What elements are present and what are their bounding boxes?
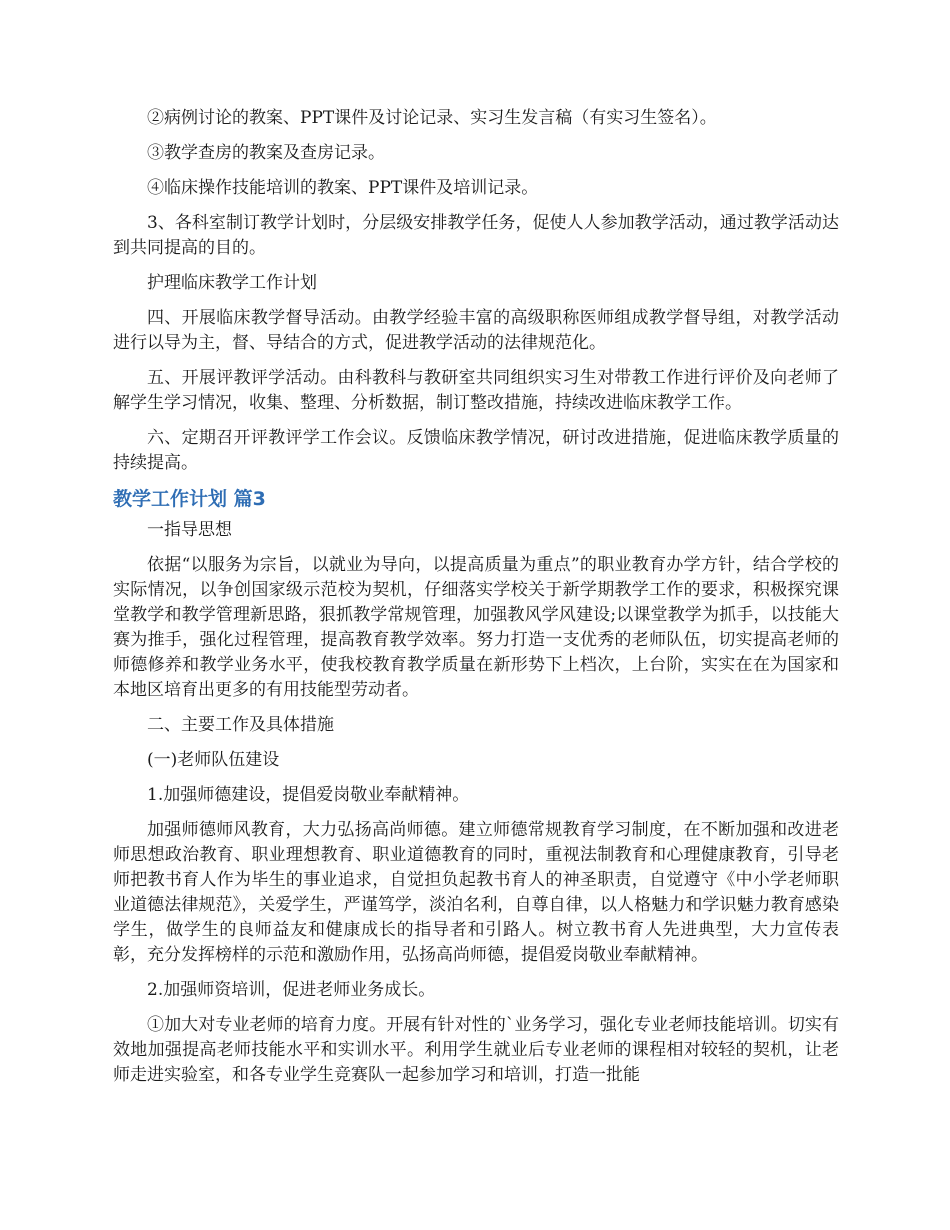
paragraph: 六、定期召开评教评学工作会议。反馈临床教学情况，研讨改进措施，促进临床教学质量的持续提高。 <box>113 428 839 473</box>
paragraph: ②病例讨论的教案、PPT课件及讨论记录、实习生发言稿（有实习生签名）。 <box>147 108 717 128</box>
paragraph: (一)老师队伍建设 <box>147 750 280 770</box>
paragraph: 1.加强师德建设，提倡爱岗敬业奉献精神。 <box>147 785 470 805</box>
paragraph: 加强师德师风教育，大力弘扬高尚师德。建立师德常规教育学习制度，在不断加强和改进老师思想政治教育、职业理想教育、职业道德教育的同时，重视法制教育和心理健康教育，引导老师把教书育人作为毕生的事业追求，自觉担负起教书育人的神圣职责，自觉遵守《中小学老师职业道德法律规范》，关爱学生，严谨笃学，淡泊名利，自尊自律，以人格魅力和学识魅力教育感染学生，做学生的良师益友和健康成长的指导者和引路人。树立教书育人先进典型，大力宣传表彰，充分发挥榜样的示范和激励作用，弘扬高尚师德，提倡爱岗敬业奉献精神。 <box>113 820 839 965</box>
paragraph: ④临床操作技能培训的教案、PPT课件及培训记录。 <box>147 178 539 198</box>
section-heading: 教学工作计划 篇3 <box>113 488 266 510</box>
paragraph: 3、各科室制订教学计划时，分层级安排教学任务，促使人人参加教学活动，通过教学活动达到共同提高的目的。 <box>113 213 839 258</box>
paragraph: 五、开展评教评学活动。由科教科与教研室共同组织实习生对带教工作进行评价及向老师了解学生学习情况，收集、整理、分析数据，制订整改措施，持续改进临床教学工作。 <box>113 368 839 413</box>
paragraph: 二、主要工作及具体措施 <box>147 715 334 735</box>
paragraph: 2.加强师资培训，促进老师业务成长。 <box>147 980 436 1000</box>
subheading-paragraph: 护理临床教学工作计划 <box>147 273 317 293</box>
paragraph: ③教学查房的教案及查房记录。 <box>147 143 385 163</box>
paragraph: ①加大对专业老师的培育力度。开展有针对性的`业务学习，强化专业老师技能培训。切实有效地加强提高老师技能水平和实训水平。利用学生就业后专业老师的课程相对较轻的契机，让老师走进实验室，和各专业学生竞赛队一起参加学习和培训，打造一批能 <box>113 1015 839 1085</box>
document-body <box>113 106 839 1098</box>
paragraph: 依据“以服务为宗旨，以就业为导向，以提高质量为重点”的职业教育办学方针，结合学校的实际情况，以争创国家级示范校为契机，仔细落实学校关于新学期教学工作的要求，积极探究课堂教学和教学管理新思路，狠抓教学常规管理，加强教风学风建设;以课堂教学为抓手，以技能大赛为推手，强化过程管理，提高教育教学效率。努力打造一支优秀的老师队伍，切实提高老师的师德修养和教学业务水平，使我校教育教学质量在新形势下上档次，上台阶，实实在在为国家和本地区培育出更多的有用技能型劳动者。 <box>113 555 839 700</box>
paragraph: 四、开展临床教学督导活动。由教学经验丰富的高级职称医师组成教学督导组，对教学活动进行以导为主，督、导结合的方式，促进教学活动的法律规范化。 <box>113 308 839 353</box>
paragraph: 一指导思想 <box>147 520 232 540</box>
